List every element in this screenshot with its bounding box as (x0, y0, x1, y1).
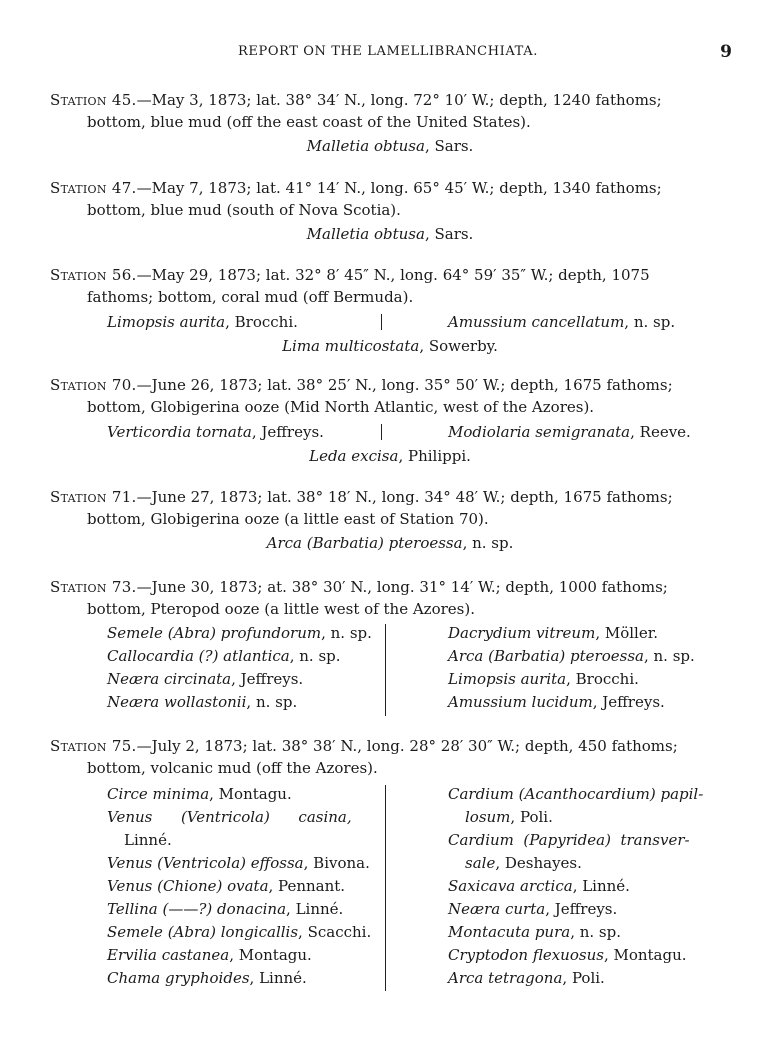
species-item: Callocardia (?) atlantica, n. sp. (107, 647, 341, 665)
species-name: Malletia obtusa (306, 137, 425, 155)
station-label: Station 47. (50, 179, 137, 197)
species-item: Neæra curta, Jeffreys. (448, 900, 618, 918)
station-label: Station 56. (50, 266, 137, 284)
species-name: Arca (Barbatia) pteroessa (266, 534, 463, 552)
station-label: Station 71. (50, 488, 137, 506)
species-column-right (448, 783, 728, 990)
species-item: Limopsis aurita, Brocchi. (448, 670, 639, 688)
species-line (50, 445, 730, 467)
species-name: Amussium cancellatum (448, 313, 625, 331)
station-bottom: bottom, volcanic mud (off the Azores). (87, 759, 378, 777)
station-70 (50, 374, 730, 467)
species-item: Montacuta pura, n. sp. (448, 923, 622, 941)
species-name: Malletia obtusa (306, 225, 425, 243)
species-name: Leda excisa (309, 447, 399, 465)
species-item: Chama gryphoides, Linné. (107, 969, 307, 987)
station-entry (50, 735, 730, 779)
species-author: , n. sp. (462, 534, 514, 552)
species-item: Neæra wollastonii, n. sp. (107, 693, 298, 711)
column-divider (385, 785, 386, 991)
station-details: —June 26, 1873; lat. 38° 25′ N., long. 35° 50′ W.; depth, 1675 fathoms; (136, 376, 673, 394)
species-line (50, 335, 730, 357)
species-item: Arca (Barbatia) pteroessa, n. sp. (448, 647, 695, 665)
species-item: Circe minima, Montagu. (107, 785, 292, 803)
station-entry (50, 177, 730, 221)
column-divider (385, 624, 386, 716)
species-item: Amussium lucidum, Jeffreys. (448, 693, 665, 711)
species-column-left (107, 622, 377, 714)
species-item-continued: losum, Poli. (465, 808, 553, 826)
species-item: Semele (Abra) profundorum, n. sp. (107, 624, 372, 642)
species-right (448, 311, 675, 333)
station-label: Station 45. (50, 91, 137, 109)
species-pair (50, 421, 730, 443)
species-author: , Philippi. (398, 447, 471, 465)
station-47 (50, 177, 730, 245)
species-item: Tellina (——?) donacina, Linné. (107, 900, 344, 918)
species-author: , Brocchi. (225, 313, 298, 331)
species-author: , Sars. (424, 225, 474, 243)
station-details: —July 2, 1873; lat. 38° 38′ N., long. 28° 28′ 30″ W.; depth, 450 fathoms; (136, 737, 678, 755)
species-author: , Sowerby. (419, 337, 498, 355)
species-author: , n. sp. (624, 313, 676, 331)
station-entry (50, 576, 730, 620)
species-item: Neæra circinata, Jeffreys. (107, 670, 304, 688)
species-item: Semele (Abra) longicallis, Scacchi. (107, 923, 372, 941)
station-details: —June 27, 1873; lat. 38° 18′ N., long. 34° 48′ W.; depth, 1675 fathoms; (136, 488, 673, 506)
species-item: Cryptodon flexuosus, Montagu. (448, 946, 687, 964)
species-columns (50, 783, 730, 995)
species-name: Modiolaria semigranata (448, 423, 631, 441)
species-pair (50, 311, 730, 333)
species-left (107, 421, 324, 443)
station-56 (50, 264, 730, 357)
station-71 (50, 486, 730, 554)
station-bottom: bottom, Pteropod ooze (a little west of the Azores). (87, 600, 475, 618)
species-columns (50, 622, 730, 718)
station-details: —May 7, 1873; lat. 41° 14′ N., long. 65° 45′ W.; depth, 1340 fathoms; (136, 179, 662, 197)
species-item: Saxicava arctica, Linné. (448, 877, 630, 895)
station-label: Station 75. (50, 737, 137, 755)
species-item: Venus (Ventricola) effossa, Bivona. (107, 854, 370, 872)
species-author: , Sars. (424, 137, 474, 155)
station-bottom: bottom, Globigerina ooze (a little east of Station 70). (87, 510, 489, 528)
species-item-continued: sale, Deshayes. (465, 854, 582, 872)
species-column-left (107, 783, 377, 990)
species-name: Verticordia tornata (107, 423, 252, 441)
station-label: Station 73. (50, 578, 137, 596)
species-line (50, 135, 730, 157)
species-line (50, 532, 730, 554)
station-75 (50, 735, 730, 995)
species-author: , Reeve. (630, 423, 691, 441)
station-entry (50, 374, 730, 418)
station-details: —May 29, 1873; lat. 32° 8′ 45″ N., long. 64° 59′ 35″ W.; depth, 1075 (136, 266, 650, 284)
species-item: Arca tetragona, Poli. (448, 969, 605, 987)
column-divider (381, 314, 382, 330)
station-details: —June 30, 1873; at. 38° 30′ N., long. 31° 14′ W.; depth, 1000 fathoms; (136, 578, 668, 596)
species-item: Venus (Chione) ovata, Pennant. (107, 877, 346, 895)
species-item: Ervilia castanea, Montagu. (107, 946, 312, 964)
running-head: REPORT ON THE LAMELLIBRANCHIATA. (238, 44, 538, 59)
species-item: Cardium (Acanthocardium) papil- (448, 785, 704, 803)
station-45 (50, 89, 730, 157)
page-number: 9 (720, 42, 732, 62)
station-bottom: bottom, Globigerina ooze (Mid North Atlantic, west of the Azores). (87, 398, 595, 416)
species-author: , Jeffreys. (251, 423, 324, 441)
species-item: Cardium (Papyridea) transver- (448, 831, 690, 849)
species-name: Limopsis aurita (107, 313, 226, 331)
station-entry (50, 89, 730, 133)
station-bottom: fathoms; bottom, coral mud (off Bermuda). (87, 288, 414, 306)
species-left (107, 311, 298, 333)
station-details: —May 3, 1873; lat. 38° 34′ N., long. 72° 10′ W.; depth, 1240 fathoms; (136, 91, 662, 109)
species-item: Venus (Ventricola) casina, (107, 808, 352, 826)
station-entry (50, 486, 730, 530)
species-item: Dacrydium vitreum, Möller. (448, 624, 659, 642)
species-column-right (448, 622, 728, 714)
station-entry (50, 264, 730, 308)
station-73 (50, 576, 730, 718)
station-bottom: bottom, blue mud (south of Nova Scotia). (87, 201, 401, 219)
species-item-continued: Linné. (124, 831, 172, 849)
species-right (448, 421, 691, 443)
station-label: Station 70. (50, 376, 137, 394)
column-divider (381, 424, 382, 440)
species-name: Lima multicostata (282, 337, 420, 355)
station-bottom: bottom, blue mud (off the east coast of the United States). (87, 113, 531, 131)
species-line (50, 223, 730, 245)
